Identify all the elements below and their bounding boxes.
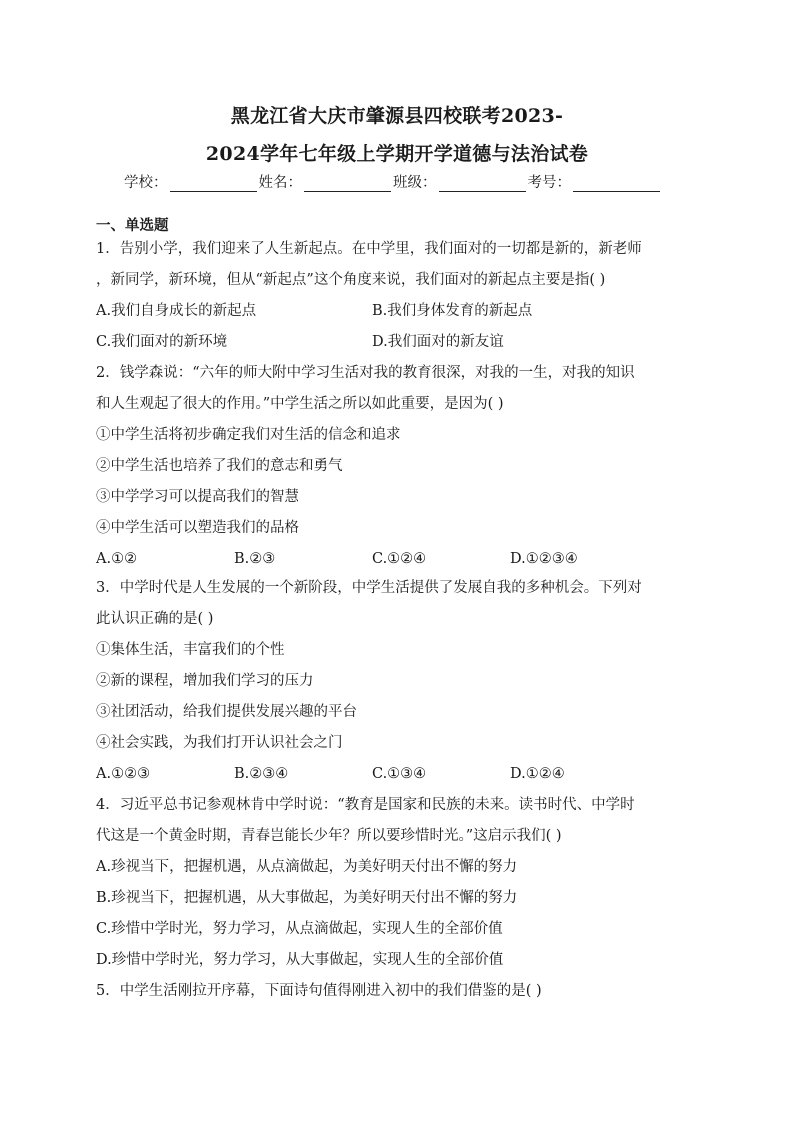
question-4-option-d[interactable]: D.珍惜中学时光，努力学习，从大事做起，实现人生的全部价值: [96, 952, 504, 968]
exam-title-line-2: 2024学年七年级上学期开学道德与法治试卷: [205, 143, 589, 165]
question-3-item-1: ①集体生活，丰富我们的个性: [96, 642, 285, 658]
question-3-option-b[interactable]: B.②③④: [234, 766, 289, 782]
question-4-option-a[interactable]: A.珍视当下，把握机遇，从点滴做起，为美好明天付出不懈的努力: [96, 859, 518, 875]
question-3-stem-line-2: 此认识正确的是( ): [96, 611, 214, 627]
school-blank[interactable]: [170, 177, 257, 192]
question-5-stem-line-1: 5．中学生活刚拉开序幕，下面诗句值得刚进入初中的我们借鉴的是( ): [96, 983, 542, 999]
question-3-item-3: ③社团活动，给我们提供发展兴趣的平台: [96, 704, 357, 720]
section-title: 一、单选题: [96, 217, 169, 234]
exam-number-blank[interactable]: [573, 177, 660, 192]
question-4-option-c[interactable]: C.珍惜中学时光，努力学习，从点滴做起，实现人生的全部价值: [96, 921, 503, 937]
question-3-stem-line-1: 3．中学时代是人生发展的一个新阶段，中学生活提供了发展自我的多种机会。下列对: [96, 580, 642, 596]
question-2-option-c[interactable]: C.①②④: [372, 551, 427, 567]
question-3-item-2: ②新的课程，增加我们学习的压力: [96, 673, 314, 689]
question-3-item-4: ④社会实践，为我们打开认识社会之门: [96, 735, 343, 751]
name-blank[interactable]: [304, 177, 391, 192]
question-1-stem-line-1: 1．告别小学，我们迎来了人生新起点。在中学里，我们面对的一切都是新的，新老师: [96, 241, 642, 257]
question-3-option-c[interactable]: C.①③④: [372, 766, 427, 782]
question-2-stem-line-2: 和人生观起了很大的作用。”中学生活之所以如此重要，是因为( ): [96, 396, 504, 412]
question-1-option-d[interactable]: D.我们面对的新友谊: [372, 334, 504, 350]
question-2-item-2: ②中学生活也培养了我们的意志和勇气: [96, 458, 343, 474]
question-2-item-4: ④中学生活可以塑造我们的品格: [96, 520, 299, 536]
question-4-option-b[interactable]: B.珍视当下，把握机遇，从大事做起，为美好明天付出不懈的努力: [96, 890, 518, 906]
question-1-option-c[interactable]: C.我们面对的新环境: [96, 334, 228, 350]
question-1-option-b[interactable]: B.我们身体发育的新起点: [372, 303, 533, 319]
exam-number-label: 考号：: [527, 175, 571, 191]
question-2-item-3: ③中学学习可以提高我们的智慧: [96, 489, 299, 505]
question-3-option-a[interactable]: A.①②③: [96, 766, 151, 782]
question-2-stem-line-1: 2．钱学森说：“六年的师大附中学习生活对我的教育很深，对我的一生，对我的知识: [96, 365, 635, 381]
question-2-option-a[interactable]: A.①②: [96, 551, 138, 567]
question-1-option-a[interactable]: A.我们自身成长的新起点: [96, 303, 257, 319]
school-label: 学校：: [124, 175, 168, 191]
student-info-line: [124, 171, 662, 192]
exam-title-line-1: 黑龙江省大庆市肇源县四校联考2023-: [230, 105, 564, 127]
class-blank[interactable]: [439, 177, 526, 192]
question-2-item-1: ①中学生活将初步确定我们对生活的信念和追求: [96, 427, 401, 443]
name-label: 姓名：: [258, 175, 302, 191]
question-4-stem-line-1: 4．习近平总书记参观林肯中学时说：“教育是国家和民族的未来。读书时代、中学时: [96, 797, 635, 813]
question-4-stem-line-2: 代这是一个黄金时期，青春岂能长少年？所以要珍惜时光。”这启示我们( ): [96, 828, 562, 844]
class-label: 班级：: [393, 175, 437, 191]
question-1-stem-line-2: ，新同学，新环境，但从“新起点”这个角度来说，我们面对的新起点主要是指( ): [96, 272, 606, 288]
question-3-option-d[interactable]: D.①②④: [510, 766, 565, 782]
question-2-option-b[interactable]: B.②③: [234, 551, 276, 567]
question-2-option-d[interactable]: D.①②③④: [510, 551, 578, 567]
